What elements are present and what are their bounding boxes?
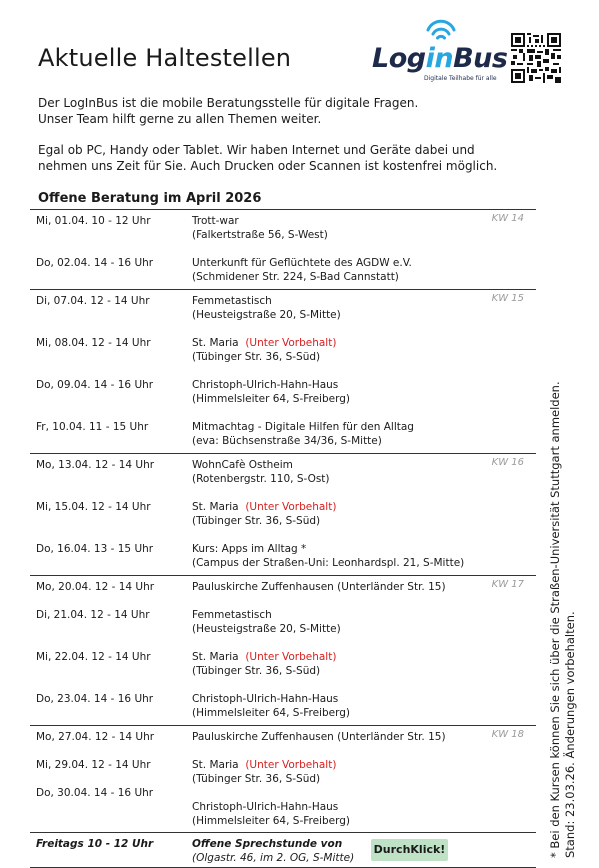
open-consultation-row: Freitags 10 - 12 Uhr Offene Sprechstunde von (Olgastr. 46, im 2. OG, S-Mitte) DurchKlick! [30,832,536,868]
schedule-row: Mi, 01.04. 10 - 12 Uhr Trott-war (Falkertstraße 56, S-West) [36,215,328,241]
schedule-heading: Offene Beratung im April 2026 [38,191,262,206]
loginbus-logo [372,18,508,84]
week-label: KW 15 [491,293,524,304]
schedule-row: Di, 21.04. 12 - 14 Uhr Femmetastisch (Heusteigstraße 20, S-Mitte) [36,609,341,635]
week-block-kw18 [30,725,536,832]
schedule-row: Fr, 10.04. 11 - 15 Uhr Mitmachtag - Digitale Hilfen für den Alltag (eva: Büchsenstraße 34/36, S-Mitte) [36,421,414,447]
schedule-row: Christoph-Ulrich-Hahn-Haus (Himmelsleiter 64, S-Freiberg) [192,801,350,827]
week-block-kw15 [30,289,536,453]
week-label: KW 17 [491,579,524,590]
reservation-note: (Unter Vorbehalt) [245,337,337,349]
schedule-row: Mi, 08.04. 12 - 14 Uhr St. Maria (Unter Vorbehalt) (Tübinger Str. 36, S-Süd) [36,337,337,363]
wifi-icon [426,18,456,42]
qr-code[interactable] [511,33,561,83]
reservation-note: (Unter Vorbehalt) [245,501,337,513]
footnote-rotated: * Bei den Kursen können Sie sich über die Straßen-Universität Stuttgart anmelden. Stand: 23.03.26. Änderungen vorbehalten. [548,381,577,858]
schedule-row: Mi, 22.04. 12 - 14 Uhr St. Maria (Unter Vorbehalt) (Tübinger Str. 36, S-Süd) [36,651,337,677]
schedule-row: Mi, 15.04. 12 - 14 Uhr St. Maria (Unter Vorbehalt) (Tübinger Str. 36, S-Süd) [36,501,337,527]
schedule-row: Mo, 20.04. 12 - 14 Uhr Pauluskirche Zuffenhausen (Unterländer Str. 15) [36,581,446,593]
logo-tagline: Digitale Teilhabe für alle [424,75,497,82]
week-label: KW 18 [491,729,524,740]
schedule-row: Mo, 13.04. 12 - 14 Uhr WohnCafè Ostheim (Rotenbergstr. 110, S-Ost) [36,459,330,485]
schedule-row: Do, 23.04. 14 - 16 Uhr Christoph-Ulrich-Hahn-Haus (Himmelsleiter 64, S-Freiberg) [36,693,350,719]
reservation-note: (Unter Vorbehalt) [245,651,337,663]
week-block-kw17 [30,575,536,725]
week-label: KW 16 [491,457,524,468]
week-block-kw14 [30,209,536,289]
schedule-row: Mi, 29.04. 12 - 14 Uhr Do, 30.04. 14 - 16 Uhr St. Maria (Unter Vorbehalt) (Tübinger Str. 36, S-Süd) [36,759,337,799]
schedule-table [30,209,536,868]
reservation-note: (Unter Vorbehalt) [245,759,337,771]
schedule-row: Do, 16.04. 13 - 15 Uhr Kurs: Apps im Alltag * (Campus der Straßen-Uni: Leonhardspl. 21, S-Mitte) [36,543,465,569]
intro-text: Der LogInBus ist die mobile Beratungsstelle für digitale Fragen. Unser Team hilft gerne zu allen Themen weiter. Egal ob PC, Handy oder Tablet. Wir haben Internet und Geräte dabei und nehmen uns Zeit für Sie. Auch Drucken oder Scannen ist kostenfrei möglich. [38,96,498,173]
schedule-row: Do, 09.04. 14 - 16 Uhr Christoph-Ulrich-Hahn-Haus (Himmelsleiter 64, S-Freiberg) [36,379,350,405]
schedule-row: Do, 02.04. 14 - 16 Uhr Unterkunft für Geflüchtete des AGDW e.V. (Schmidener Str. 224, S-Bad Cannstatt) [36,257,412,283]
logo-wordmark: LoginBus [372,43,508,74]
week-block-kw16 [30,453,536,575]
schedule-row: Mo, 27.04. 12 - 14 Uhr Pauluskirche Zuffenhausen (Unterländer Str. 15) [36,731,446,743]
page-title: Aktuelle Haltestellen [38,44,292,72]
schedule-row: Di, 07.04. 12 - 14 Uhr Femmetastisch (Heusteigstraße 20, S-Mitte) [36,295,341,321]
durchklick-badge: DurchKlick! [371,839,448,861]
week-label: KW 14 [491,213,524,224]
